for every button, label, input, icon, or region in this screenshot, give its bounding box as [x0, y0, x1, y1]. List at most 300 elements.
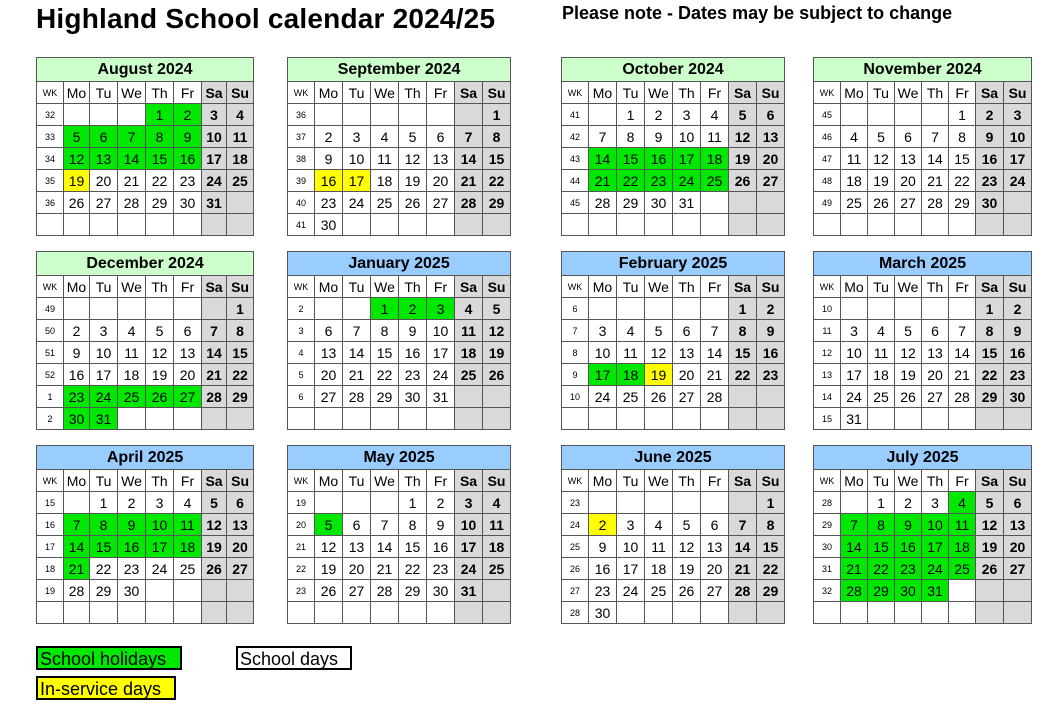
date-cell: 12: [868, 148, 895, 170]
date-cell: 14: [701, 342, 729, 364]
date-cell: 31: [922, 580, 949, 602]
week-row: [37, 320, 254, 342]
week-number: 32: [814, 580, 841, 602]
empty-date-cell: [118, 408, 146, 430]
date-cell: 12: [976, 514, 1004, 536]
week-row: [288, 492, 511, 514]
empty-date-cell: [427, 214, 455, 236]
week-row: [814, 298, 1032, 320]
week-row: [814, 104, 1032, 126]
date-cell: 30: [645, 192, 673, 214]
date-cell: 1: [976, 298, 1004, 320]
week-row: [288, 104, 511, 126]
day-header-mo: Mo: [841, 470, 868, 492]
date-cell: 20: [315, 364, 343, 386]
date-cell: 18: [174, 536, 202, 558]
empty-date-cell: [617, 298, 645, 320]
month-title: November 2024: [814, 58, 1032, 82]
date-cell: 3: [146, 492, 174, 514]
week-number: 19: [37, 580, 64, 602]
week-row: [37, 514, 254, 536]
week-row: [37, 298, 254, 320]
day-header-sa: Sa: [729, 276, 757, 298]
date-cell: 22: [371, 364, 399, 386]
date-cell: 11: [174, 514, 202, 536]
date-cell: 8: [949, 126, 976, 148]
empty-date-cell: [90, 298, 118, 320]
date-cell: 21: [118, 170, 146, 192]
week-number: [288, 602, 315, 624]
date-cell: 18: [645, 558, 673, 580]
empty-date-cell: [976, 408, 1004, 430]
month-december-2024: [36, 251, 254, 430]
week-number: 35: [37, 170, 64, 192]
empty-date-cell: [118, 214, 146, 236]
dates-subject-to-change-note: Please note - Dates may be subject to change: [562, 3, 953, 23]
date-cell: 12: [645, 342, 673, 364]
day-header-mo: Mo: [315, 470, 343, 492]
week-number: 31: [814, 558, 841, 580]
empty-date-cell: [729, 214, 757, 236]
date-cell: 3: [589, 320, 617, 342]
date-cell: 19: [202, 536, 227, 558]
date-cell: 5: [146, 320, 174, 342]
date-cell: 3: [922, 492, 949, 514]
week-row: [814, 602, 1032, 624]
empty-date-cell: [371, 602, 399, 624]
date-cell: 25: [868, 386, 895, 408]
date-cell: 2: [645, 104, 673, 126]
date-cell: 17: [427, 342, 455, 364]
date-cell: 6: [227, 492, 254, 514]
week-number: 51: [37, 342, 64, 364]
date-cell: 21: [589, 170, 617, 192]
date-cell: 11: [371, 148, 399, 170]
empty-date-cell: [645, 298, 673, 320]
date-cell: 14: [589, 148, 617, 170]
day-header-tu: Tu: [617, 82, 645, 104]
date-cell: 29: [757, 580, 785, 602]
date-cell: 29: [399, 580, 427, 602]
date-cell: 30: [1004, 386, 1032, 408]
date-cell: 31: [455, 580, 483, 602]
empty-date-cell: [174, 214, 202, 236]
date-cell: 8: [90, 514, 118, 536]
week-number: [288, 408, 315, 430]
week-row: [288, 558, 511, 580]
empty-date-cell: [455, 602, 483, 624]
day-header-fr: Fr: [174, 470, 202, 492]
date-cell: 4: [868, 320, 895, 342]
date-cell: 17: [1004, 148, 1032, 170]
date-cell: 19: [673, 558, 701, 580]
date-cell: 11: [868, 342, 895, 364]
month-july-2025: [813, 445, 1032, 624]
date-cell: 6: [757, 104, 785, 126]
week-row: [814, 214, 1032, 236]
day-header-sa: Sa: [729, 470, 757, 492]
date-cell: 26: [729, 170, 757, 192]
empty-date-cell: [589, 298, 617, 320]
week-row: [562, 536, 785, 558]
date-cell: 3: [673, 104, 701, 126]
date-cell: 28: [118, 192, 146, 214]
date-cell: 16: [895, 536, 922, 558]
day-header-tu: Tu: [617, 276, 645, 298]
day-header-fr: Fr: [949, 82, 976, 104]
date-cell: 22: [617, 170, 645, 192]
day-header-mo: Mo: [589, 276, 617, 298]
date-cell: 27: [922, 386, 949, 408]
date-cell: 28: [922, 192, 949, 214]
date-cell: 17: [202, 148, 227, 170]
date-cell: 9: [427, 514, 455, 536]
week-number: 28: [814, 492, 841, 514]
date-cell: 29: [146, 192, 174, 214]
day-header-mo: Mo: [64, 470, 90, 492]
empty-date-cell: [371, 104, 399, 126]
empty-date-cell: [343, 408, 371, 430]
day-header-tu: Tu: [617, 470, 645, 492]
month-september-2024: [287, 57, 511, 236]
week-row: [288, 602, 511, 624]
date-cell: 10: [922, 514, 949, 536]
date-cell: 23: [976, 170, 1004, 192]
date-cell: 7: [949, 320, 976, 342]
empty-date-cell: [895, 214, 922, 236]
date-cell: 23: [427, 558, 455, 580]
day-header-tu: Tu: [343, 82, 371, 104]
date-cell: 23: [589, 580, 617, 602]
day-header-fr: Fr: [701, 276, 729, 298]
week-row: [288, 386, 511, 408]
date-cell: 16: [976, 148, 1004, 170]
empty-date-cell: [868, 214, 895, 236]
date-cell: 3: [455, 492, 483, 514]
empty-date-cell: [589, 408, 617, 430]
week-row: [288, 320, 511, 342]
week-row: [562, 514, 785, 536]
day-header-we: We: [118, 276, 146, 298]
date-cell: 12: [202, 514, 227, 536]
empty-date-cell: [174, 408, 202, 430]
date-cell: 24: [841, 386, 868, 408]
date-cell: 15: [399, 536, 427, 558]
empty-date-cell: [701, 492, 729, 514]
week-number: 26: [562, 558, 589, 580]
date-cell: 18: [455, 342, 483, 364]
date-cell: 12: [146, 342, 174, 364]
date-cell: 20: [427, 170, 455, 192]
empty-date-cell: [757, 386, 785, 408]
day-header-sa: Sa: [729, 82, 757, 104]
date-cell: 27: [673, 386, 701, 408]
date-cell: 28: [202, 386, 227, 408]
date-cell: 9: [589, 536, 617, 558]
date-cell: 28: [589, 192, 617, 214]
week-number: 22: [288, 558, 315, 580]
week-number: 34: [37, 148, 64, 170]
week-number: 2: [288, 298, 315, 320]
date-cell: 15: [868, 536, 895, 558]
date-cell: 11: [455, 320, 483, 342]
empty-date-cell: [841, 492, 868, 514]
date-cell: 22: [90, 558, 118, 580]
day-header-sa: Sa: [202, 276, 227, 298]
week-row: [562, 492, 785, 514]
date-cell: 12: [673, 536, 701, 558]
day-header-fr: Fr: [949, 276, 976, 298]
week-row: [814, 342, 1032, 364]
date-cell: 5: [202, 492, 227, 514]
day-header-sa: Sa: [202, 82, 227, 104]
week-row: [288, 148, 511, 170]
month-august-2024: [36, 57, 254, 236]
week-number: [562, 214, 589, 236]
date-cell: 30: [118, 580, 146, 602]
date-cell: 28: [841, 580, 868, 602]
week-number-header: WK: [562, 276, 589, 298]
date-cell: 18: [949, 536, 976, 558]
date-cell: 7: [64, 514, 90, 536]
date-cell: 22: [146, 170, 174, 192]
empty-date-cell: [174, 298, 202, 320]
week-row: [37, 580, 254, 602]
empty-date-cell: [895, 298, 922, 320]
empty-date-cell: [841, 602, 868, 624]
day-header-tu: Tu: [90, 82, 118, 104]
day-header-we: We: [371, 82, 399, 104]
day-header-we: We: [645, 82, 673, 104]
date-cell: 21: [949, 364, 976, 386]
empty-date-cell: [757, 602, 785, 624]
day-header-sa: Sa: [976, 470, 1004, 492]
date-cell: 5: [729, 104, 757, 126]
empty-date-cell: [757, 192, 785, 214]
week-row: [288, 126, 511, 148]
day-header-sa: Sa: [455, 82, 483, 104]
date-cell: 7: [202, 320, 227, 342]
empty-date-cell: [701, 408, 729, 430]
day-header-mo: Mo: [315, 276, 343, 298]
date-cell: 1: [729, 298, 757, 320]
date-cell: 10: [343, 148, 371, 170]
date-cell: 29: [949, 192, 976, 214]
date-cell: 16: [118, 536, 146, 558]
day-header-fr: Fr: [427, 470, 455, 492]
date-cell: 13: [227, 514, 254, 536]
date-cell: 6: [701, 514, 729, 536]
date-cell: 11: [617, 342, 645, 364]
empty-date-cell: [315, 298, 343, 320]
date-cell: 13: [174, 342, 202, 364]
date-cell: 6: [315, 320, 343, 342]
date-cell: 12: [315, 536, 343, 558]
day-header-tu: Tu: [343, 470, 371, 492]
week-number: 5: [288, 364, 315, 386]
week-row: [37, 192, 254, 214]
week-number: 17: [37, 536, 64, 558]
week-row: [814, 386, 1032, 408]
week-number: 46: [814, 126, 841, 148]
week-number: 52: [37, 364, 64, 386]
day-header-th: Th: [146, 82, 174, 104]
empty-date-cell: [1004, 580, 1032, 602]
date-cell: 2: [589, 514, 617, 536]
date-cell: 26: [315, 580, 343, 602]
month-title: March 2025: [814, 252, 1032, 276]
week-number-header: WK: [562, 82, 589, 104]
day-header-fr: Fr: [174, 276, 202, 298]
week-number: 9: [562, 364, 589, 386]
day-header-sa: Sa: [976, 82, 1004, 104]
week-row: [814, 536, 1032, 558]
empty-date-cell: [343, 298, 371, 320]
date-cell: 14: [371, 536, 399, 558]
date-cell: 3: [202, 104, 227, 126]
date-cell: 1: [399, 492, 427, 514]
month-title: July 2025: [814, 446, 1032, 470]
empty-date-cell: [399, 408, 427, 430]
week-row: [814, 580, 1032, 602]
empty-date-cell: [976, 214, 1004, 236]
date-cell: 5: [976, 492, 1004, 514]
date-cell: 1: [146, 104, 174, 126]
month-june-2025: [561, 445, 785, 624]
date-cell: 14: [949, 342, 976, 364]
week-number: 11: [814, 320, 841, 342]
date-cell: 16: [427, 536, 455, 558]
date-cell: 17: [455, 536, 483, 558]
week-number: 15: [37, 492, 64, 514]
empty-date-cell: [343, 602, 371, 624]
week-row: [288, 170, 511, 192]
empty-date-cell: [701, 298, 729, 320]
date-cell: 5: [315, 514, 343, 536]
date-cell: 29: [371, 386, 399, 408]
date-cell: 27: [701, 580, 729, 602]
legend-school-holidays: School holidays: [36, 646, 182, 670]
date-cell: 30: [64, 408, 90, 430]
date-cell: 18: [868, 364, 895, 386]
empty-date-cell: [146, 214, 174, 236]
date-cell: 28: [64, 580, 90, 602]
empty-date-cell: [371, 408, 399, 430]
week-number: 10: [814, 298, 841, 320]
date-cell: 17: [343, 170, 371, 192]
date-cell: 2: [757, 298, 785, 320]
date-cell: 25: [841, 192, 868, 214]
date-cell: 1: [483, 104, 511, 126]
date-cell: 19: [895, 364, 922, 386]
date-cell: 16: [645, 148, 673, 170]
day-header-fr: Fr: [174, 82, 202, 104]
date-cell: 4: [949, 492, 976, 514]
date-cell: 6: [174, 320, 202, 342]
week-row: [288, 298, 511, 320]
day-header-we: We: [895, 276, 922, 298]
day-header-th: Th: [673, 82, 701, 104]
empty-date-cell: [483, 602, 511, 624]
day-header-th: Th: [399, 82, 427, 104]
date-cell: 10: [146, 514, 174, 536]
date-cell: 22: [729, 364, 757, 386]
day-header-sa: Sa: [455, 276, 483, 298]
day-header-sa: Sa: [976, 276, 1004, 298]
date-cell: 13: [90, 148, 118, 170]
empty-date-cell: [868, 104, 895, 126]
week-row: [37, 386, 254, 408]
date-cell: 25: [455, 364, 483, 386]
week-number: 8: [562, 342, 589, 364]
empty-date-cell: [483, 408, 511, 430]
week-number: 38: [288, 148, 315, 170]
week-number: 40: [288, 192, 315, 214]
week-number: 23: [288, 580, 315, 602]
date-cell: 13: [427, 148, 455, 170]
day-header-fr: Fr: [427, 276, 455, 298]
week-number: 12: [814, 342, 841, 364]
empty-date-cell: [343, 492, 371, 514]
date-cell: 9: [174, 126, 202, 148]
date-cell: 8: [399, 514, 427, 536]
date-cell: 23: [64, 386, 90, 408]
date-cell: 15: [227, 342, 254, 364]
date-cell: 16: [399, 342, 427, 364]
empty-date-cell: [146, 602, 174, 624]
empty-date-cell: [922, 298, 949, 320]
empty-date-cell: [90, 214, 118, 236]
date-cell: 3: [343, 126, 371, 148]
day-header-su: Su: [227, 82, 254, 104]
date-cell: 29: [617, 192, 645, 214]
empty-date-cell: [399, 214, 427, 236]
month-title: December 2024: [37, 252, 254, 276]
date-cell: 27: [757, 170, 785, 192]
day-header-su: Su: [227, 276, 254, 298]
day-header-we: We: [895, 82, 922, 104]
empty-date-cell: [315, 104, 343, 126]
empty-date-cell: [371, 214, 399, 236]
week-row: [288, 408, 511, 430]
date-cell: 22: [757, 558, 785, 580]
day-header-th: Th: [673, 276, 701, 298]
empty-date-cell: [868, 602, 895, 624]
empty-date-cell: [427, 602, 455, 624]
date-cell: 30: [976, 192, 1004, 214]
date-cell: 21: [64, 558, 90, 580]
empty-date-cell: [174, 602, 202, 624]
date-cell: 13: [1004, 514, 1032, 536]
date-cell: 26: [399, 192, 427, 214]
date-cell: 4: [174, 492, 202, 514]
empty-date-cell: [64, 214, 90, 236]
date-cell: 25: [949, 558, 976, 580]
date-cell: 10: [202, 126, 227, 148]
empty-date-cell: [455, 408, 483, 430]
date-cell: 8: [227, 320, 254, 342]
empty-date-cell: [64, 104, 90, 126]
week-number: 2: [37, 408, 64, 430]
week-number: 18: [37, 558, 64, 580]
month-title: August 2024: [37, 58, 254, 82]
week-row: [814, 126, 1032, 148]
empty-date-cell: [645, 602, 673, 624]
date-cell: 21: [202, 364, 227, 386]
date-cell: 28: [949, 386, 976, 408]
date-cell: 6: [90, 126, 118, 148]
date-cell: 30: [315, 214, 343, 236]
